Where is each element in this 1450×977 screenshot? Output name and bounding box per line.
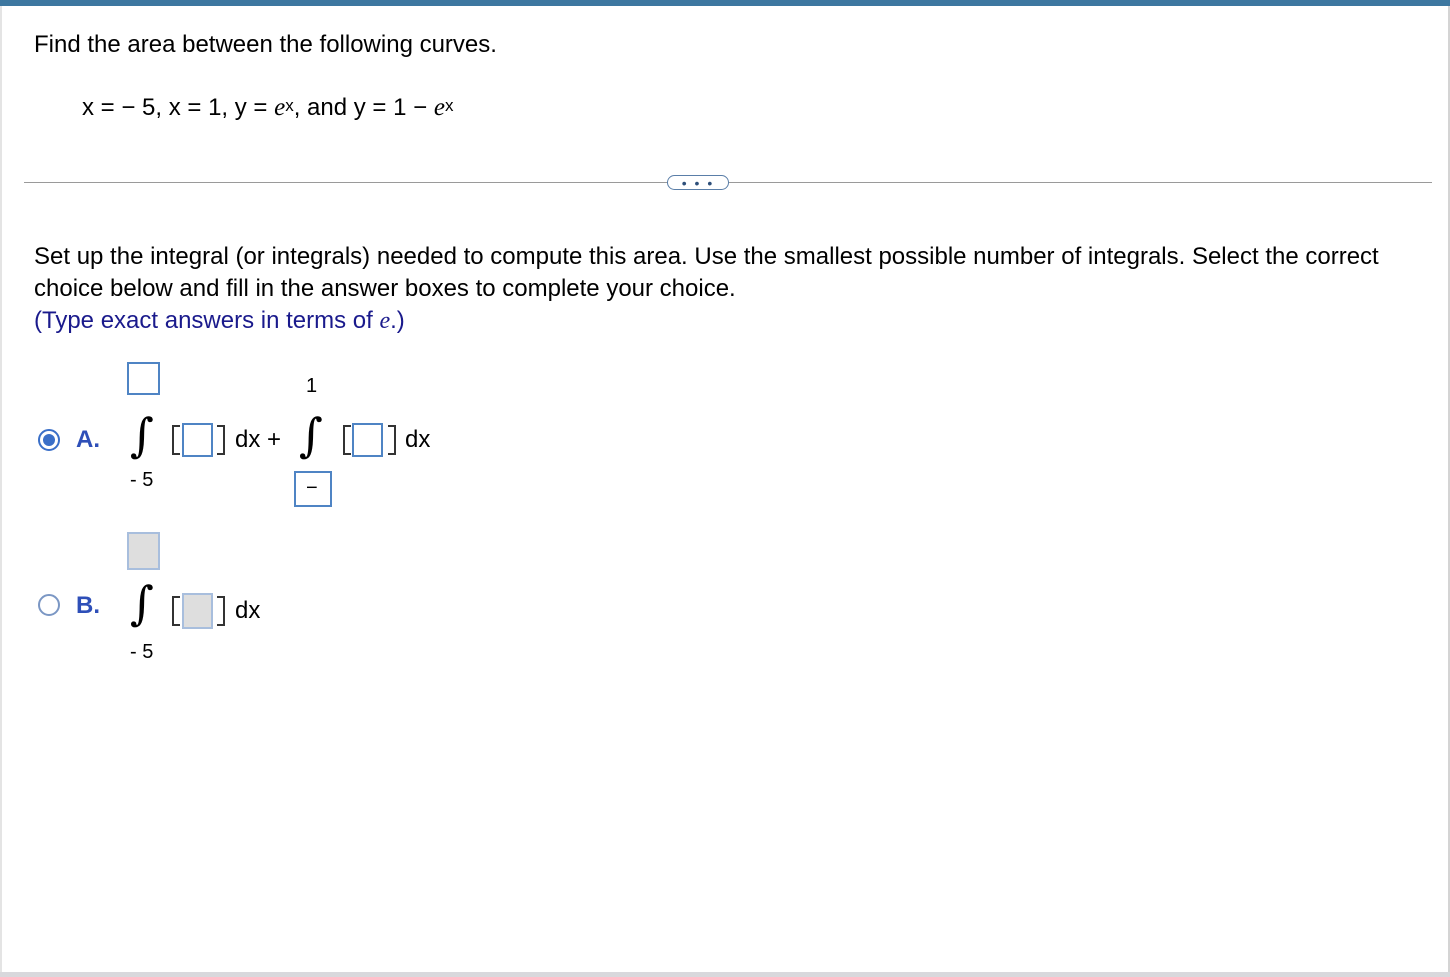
choice-b-radio[interactable] [38,594,60,616]
choice-a-integral2-lower-sign: − [306,477,318,499]
expand-more-button[interactable]: • • • [667,175,729,190]
curve-equations [82,94,453,122]
choice-a-integrand2-input[interactable] [352,423,383,457]
choice-b-upper-input[interactable] [127,532,160,570]
curves-exp-2: x [444,96,454,115]
choice-a-dx-plus: dx + [235,426,282,453]
curves-exp-1: x [285,96,294,115]
bracket-open-icon [343,425,351,455]
bracket-open-icon [172,596,180,626]
left-border [0,6,2,977]
instructions-hint [34,305,1424,337]
choice-a-integral2-upper-limit: 1 [306,375,318,397]
integral-sign-icon: ∫ [299,408,323,462]
integral-sign-icon: ∫ [130,408,154,462]
instructions [34,241,1424,337]
choice-b-integrand-input[interactable] [182,593,213,629]
hint-e: e [379,308,391,334]
hint-prefix: (Type exact answers in terms of [34,307,380,334]
choice-a-dx: dx [405,426,431,453]
top-accent-bar [0,0,1450,6]
curves-text-1: x = − 5, x = 1, y = [82,94,275,121]
instructions-text: Set up the integral (or integrals) needed to compute this area. Use the smallest possible number of integrals. Select the correct choice below and fill in the answer boxes to complete your choice. [34,243,1379,302]
bracket-close-icon [217,425,225,455]
choice-a-integrand1-input[interactable] [182,423,213,457]
curves-e-2: e [433,94,445,121]
choice-b-label[interactable]: B. [76,592,100,619]
bracket-close-icon [217,596,225,626]
choice-b-lower-limit: - 5 [130,641,154,663]
curves-text-2: , and y = 1 − [293,94,434,121]
bracket-close-icon [388,425,396,455]
question-prompt: Find the area between the following curves. [34,31,497,58]
integral-sign-icon: ∫ [130,576,154,630]
bottom-border [0,972,1450,977]
hint-suffix: .) [390,307,405,334]
curves-e-1: e [274,94,286,121]
choice-a-integral1-lower-limit: - 5 [130,469,154,491]
choice-a-label[interactable]: A. [76,426,100,453]
choice-a-integral1-upper-input[interactable] [127,362,160,395]
choice-a-radio[interactable] [38,429,60,451]
choice-b-dx: dx [235,597,261,624]
bracket-open-icon [172,425,180,455]
